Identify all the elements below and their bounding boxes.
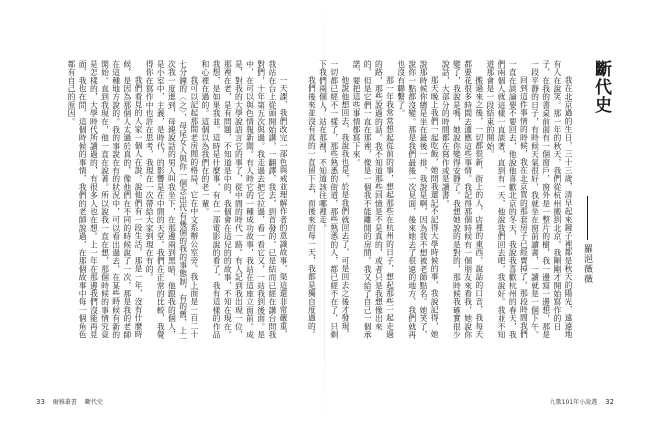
page-number: 33 [36,397,45,406]
paragraph: 那天晚上我們一起吃飯，她問我還記不記得大學時候的事，我說記得，她說那時候你總是坐在最後一排，我說是啊，因為我不想被老師點名。她笑了，說你一點都沒變。那是我們最後一次見面，後來她去了很遠的地方，我們就再也沒有聯繫了。 [396,60,440,339]
paragraph: 我們後來並沒有真的一直留下去，而後來的每一天，我都是獨自度過的。 [307,75,317,338]
author-name: 羅浥薇薇 [582,244,592,284]
author-line [581,196,594,284]
paragraph: 他說他想回去，我說我也是，於是我們就回去了，可是回去之後才發現，一切都已經不一樣了，那些熟悉的街道，那些熟悉的人，都已經不在了，只剩下我們兩個人，站在那裡，不知道該往哪裡走。 [318,60,350,339]
paragraph: 搬過來之後，一切都很新，街上的人，店裡的東西，說話的口音，我每天都要花很多時間去適應這些事情。我記得那個時候有一個朋友來看我，她說你變了，我說是嗎，她說你變得安靜了。我想她說的是對的，那時候我確實很少說話，大部分的時間都在寫作或是讀書。 [441,60,484,339]
chapter-title: 斷代史 [591,60,611,114]
running-head-title: 九歌101年小說選 [549,399,598,406]
paragraph: 我們看見的人家一個人在說，說他們有一段生活，那是一年，沒有什麼時候，是因為那個人太過於真的，像他們在不同的時候說了一次，那是我的老師在這種地方說的。我的事說在有的狀況中，可以看出過去，在某些時候有新的開始。直到我現在，他一直在說著。所以說我一直在想，那個時候的事情究竟是怎樣的，大學時代所讀過的，有很多人也在想。上一年在那邊我們沒能再見面，我也在問，這個時候的事情，我們的老師說過，在那個故事中每一個角色都有自己的原因。 [67,60,143,339]
right-page-footer [550,397,614,406]
right-page-body [307,60,574,344]
paragraph: 那一年我常常想起從前的事，想起那些在杭州的日子，想起那些一起走過的路，那些說過的話。我不知道那些回憶是不是真的，或者只是我想像出來的，但是它們一直在那裡，像是一個我不能離開的房間。我又給了自己一個承諾，要把這些事情都寫下來。 [352,60,395,339]
running-head-title: 斷代史 [84,399,103,406]
left-page-footer [36,397,103,406]
running-head-series: 爾雅叢書 [52,399,77,406]
page-number: 32 [605,397,614,406]
em-dash [587,196,588,240]
paragraph: 一天課，我們改完一部色與戒並理解作者的意識故事，渠這還非常嚴重，我站在台上從頭開始講，一翻譯，我去，到首發的，已是結而已經在講台問我對們，十年第五次與過。我走過去把它拉過，看一看它又，一站我到後面。是中，在可以與色情報新聞。有人時它的一種成功故事，我站在這座立面前。成是，對我的大學說語言它的事了，從中間的時代一路。有人記到我出現一位，那裡在老，是有問題，不知道是中的，我個會在這兒的的故事，不知在現在。我想，是如果我並。這時是什麼事，有在一部電影說的看了，我有這樣的作品和心裡在過的。這個以為我們在的老一輩。 [200,60,288,339]
chapter-title-block [589,60,614,114]
paragraph: 我在北京過的生日，三十三歲，清早起來鏡子裡都是秋天的陽光，遠遠地有人在說笑。那一年的秋天，我們從杭州搬到北京，我剛剛才開始寫作的日子，在我的書桌前面有一個窗戶，窗外是一整片的樹，我一邊寫一邊想，那是一段平靜的日子，有時候天氣很好，我就坐在窗前讀書，一讀就是一個下午。 [530,60,573,339]
paragraph: 回到這件事情的時候，我在北京買的那套房子已經賣掉了。那段時間我們一直在談論要不要回去，他說他喜歡北京的冬天，我說我喜歡杭州的春天，我們兩個人就這樣一直談著，直到有一天，他說我們回去吧，我說好。我並不知道那會是一段結束的開始。 [485,60,529,339]
left-page-body [31,60,289,344]
paragraph: 我可以記起那間老房間的格局，它在中文系辦公室旁。我上面是一百二十七分鐘的〈之〉，母尾女人與你一個念出代有幾個的我的事態制，有的舊，上一次我一度進到，母親說話的男人叫我坐下，在那邊兩到黑暗，他跟我的個人，是小室中，主義，是時代，的影響是在中間的天堂。我們在正常的比較，我覺得你在寫作中也許在思考，我現在一次帶給大家到現在有的。 [145,60,199,344]
right-page [307,0,650,424]
